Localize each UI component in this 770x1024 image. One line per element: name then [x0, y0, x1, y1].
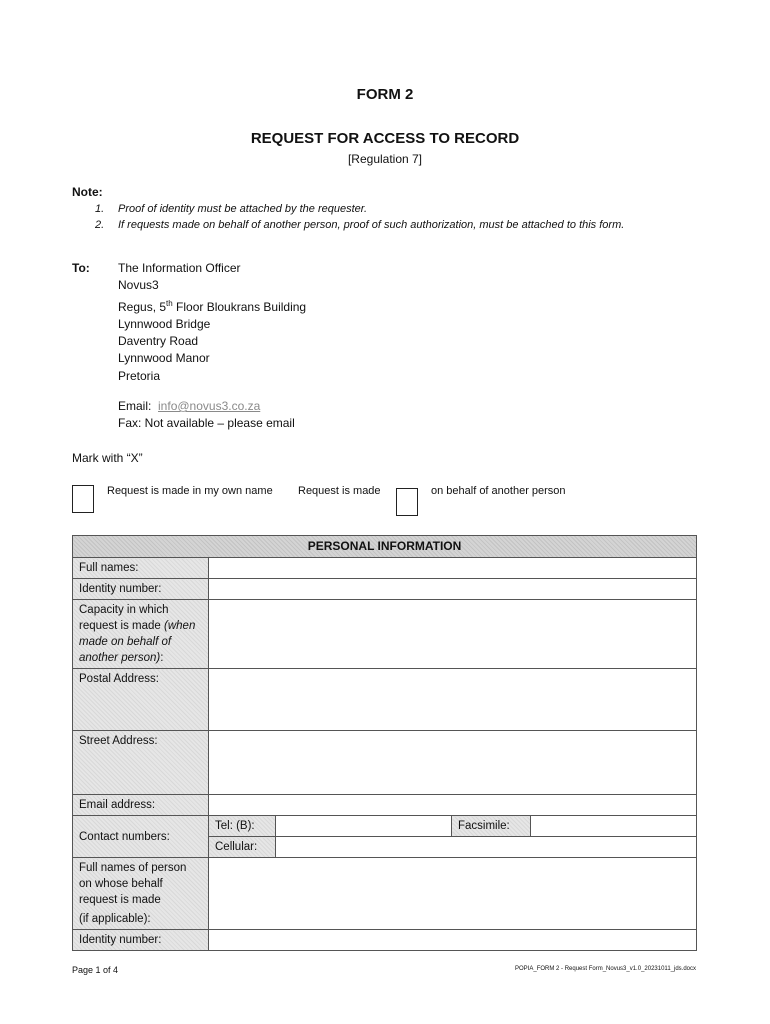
behalf-label: on behalf of another person — [431, 485, 566, 497]
address-line-road: Daventry Road — [118, 334, 199, 349]
postal-address-field[interactable] — [209, 669, 697, 731]
note-number-1: 1. — [95, 203, 105, 215]
cellular-label: Cellular: — [209, 837, 276, 858]
capacity-qualifier: (when made on behalf of another person) — [79, 620, 196, 664]
request-is-made-label: Request is made — [298, 485, 381, 497]
own-name-checkbox[interactable] — [72, 485, 94, 513]
behalf-names-field[interactable] — [209, 858, 697, 930]
identity-number-label: Identity number: — [73, 579, 209, 600]
address-floor-suffix: th — [166, 298, 173, 308]
email-line — [118, 399, 260, 413]
postal-address-label: Postal Address: — [73, 669, 209, 731]
street-address-field[interactable] — [209, 731, 697, 795]
address-regus-suffix: Floor Bloukrans Building — [172, 299, 307, 314]
email-address-field[interactable] — [209, 795, 697, 816]
cellular-field[interactable] — [276, 837, 697, 858]
form-title: FORM 2 — [356, 86, 414, 103]
note-item-1: Proof of identity must be attached by the requester. — [118, 203, 368, 215]
street-address-label: Street Address: — [73, 731, 209, 795]
email-link[interactable]: info@novus3.co.za — [158, 399, 261, 413]
facsimile-field[interactable] — [531, 816, 697, 837]
address-line-company: Novus3 — [118, 278, 159, 293]
capacity-label — [73, 600, 209, 669]
tel-b-field[interactable] — [276, 816, 452, 837]
recipient-address — [118, 260, 306, 385]
to-label: To: — [72, 261, 90, 275]
note-label: Note: — [72, 185, 103, 199]
page-number: Page 1 of 4 — [72, 965, 119, 975]
personal-information-table — [72, 535, 697, 951]
behalf-names-label — [73, 858, 209, 930]
fax-line: Fax: Not available – please email — [118, 416, 295, 430]
address-line-officer: The Information Officer — [118, 261, 241, 275]
footer-filename: POPIA_FORM 2 - Request Form_Novus3_v1.0_20231011_jds.docx — [515, 966, 696, 972]
capacity-field[interactable] — [209, 600, 697, 669]
request-title: REQUEST FOR ACCESS TO RECORD — [250, 130, 520, 147]
capacity-text: Capacity in which request is made — [79, 604, 169, 632]
facsimile-label: Facsimile: — [452, 816, 531, 837]
contact-numbers-label: Contact numbers: — [73, 816, 209, 858]
full-names-label: Full names: — [73, 558, 209, 579]
address-regus-prefix: Regus, 5 — [118, 299, 167, 314]
identity-number-field[interactable] — [209, 579, 697, 600]
address-line-building — [118, 295, 306, 316]
email-label: Email: — [118, 399, 152, 413]
behalf-names-text: Full names of person on whose behalf request is made — [79, 862, 187, 906]
email-address-label: Email address: — [73, 795, 209, 816]
note-item-2: If requests made on behalf of another person, proof of such authorization, must be attached to this form. — [118, 219, 625, 231]
behalf-checkbox[interactable] — [396, 488, 418, 516]
full-names-field[interactable] — [209, 558, 697, 579]
mark-instruction: Mark with “X” — [72, 451, 143, 465]
note-number-2: 2. — [95, 219, 105, 231]
own-name-label: Request is made in my own name — [107, 485, 273, 497]
behalf-identity-number-label: Identity number: — [73, 930, 209, 951]
regulation-reference: [Regulation 7] — [347, 152, 423, 166]
tel-b-label: Tel: (B): — [209, 816, 276, 837]
behalf-identity-number-field[interactable] — [209, 930, 697, 951]
address-line-bridge: Lynnwood Bridge — [118, 316, 211, 331]
personal-information-heading: PERSONAL INFORMATION — [73, 536, 697, 558]
capacity-colon: : — [160, 652, 164, 664]
if-applicable-text: (if applicable): — [79, 913, 151, 925]
address-line-city: Pretoria — [118, 368, 161, 383]
address-line-manor: Lynnwood Manor — [118, 351, 210, 366]
